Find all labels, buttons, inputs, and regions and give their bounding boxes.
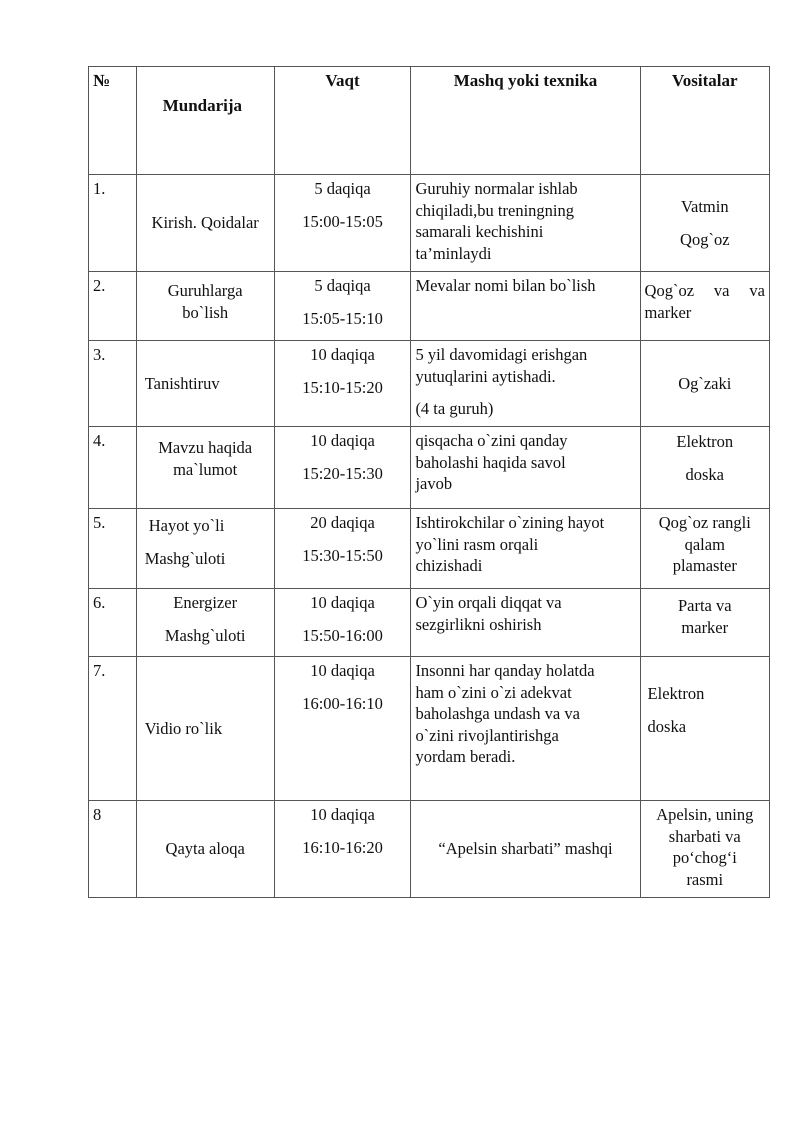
exercise-line: yo`lini rasm orqali	[415, 534, 539, 554]
exercise-line: o`zini rivojlantirishga	[415, 725, 559, 745]
row-number: 5.	[89, 509, 137, 589]
row-tools	[640, 657, 769, 801]
row-number: 3.	[89, 341, 137, 427]
row-time	[274, 801, 411, 898]
row-tools	[640, 175, 769, 272]
row-number: 1.	[89, 175, 137, 272]
row-exercise	[411, 341, 640, 427]
header-content: Mundarija	[136, 67, 274, 175]
duration: 10 daqiqa	[310, 345, 375, 364]
tools-line: Elektron	[647, 684, 705, 703]
interval: 15:50-16:00	[302, 625, 383, 645]
tools-line: Qog`oz	[680, 229, 730, 249]
row-number: 4.	[89, 427, 137, 509]
exercise-line: O`yin orqali diqqat va	[415, 593, 562, 612]
table-row	[89, 272, 770, 341]
row-number: 6.	[89, 589, 137, 657]
row-exercise	[411, 272, 640, 341]
table-row	[89, 509, 770, 589]
duration: 10 daqiqa	[310, 431, 375, 450]
row-number: 2.	[89, 272, 137, 341]
row-exercise	[411, 175, 640, 272]
tools-line: sharbati va	[668, 826, 741, 846]
tools-line: doska	[685, 464, 725, 484]
exercise-line: baholashga undash va va	[415, 704, 580, 723]
content-line: Vidio ro`lik	[144, 718, 223, 738]
row-time	[274, 175, 411, 272]
exercise-line: (4 ta guruh)	[415, 399, 494, 418]
duration: 10 daqiqa	[310, 805, 375, 824]
duration: 10 daqiqa	[310, 593, 375, 612]
row-content	[136, 589, 274, 657]
tools-line: plamaster	[672, 556, 737, 575]
content-line: Mavzu haqida	[158, 438, 253, 457]
content-line: Energizer	[173, 593, 238, 612]
interval: 15:05-15:10	[302, 308, 383, 328]
duration: 5 daqiqa	[314, 276, 371, 295]
row-content	[136, 175, 274, 272]
row-tools	[640, 341, 769, 427]
header-num: №	[89, 67, 137, 175]
row-exercise	[411, 801, 640, 898]
table-row	[89, 175, 770, 272]
tools-line: doska	[647, 716, 687, 736]
interval: 16:00-16:10	[302, 693, 383, 713]
table-row	[89, 341, 770, 427]
interval: 15:10-15:20	[302, 377, 383, 397]
row-time	[274, 509, 411, 589]
interval: 16:10-16:20	[302, 837, 383, 857]
tools-line: Apelsin, uning	[656, 805, 754, 824]
header-exercise: Mashq yoki texnika	[411, 67, 640, 175]
content-line: Kirish. Qoidalar	[151, 213, 259, 233]
content-line: Hayot yo`li	[148, 516, 225, 535]
schedule-table	[88, 66, 770, 898]
row-time	[274, 657, 411, 801]
content-line: ma`lumot	[173, 459, 238, 479]
table-row	[89, 801, 770, 898]
row-content	[136, 272, 274, 341]
row-number: 7.	[89, 657, 137, 801]
exercise-line: yordam beradi.	[415, 747, 516, 766]
row-content	[136, 801, 274, 898]
exercise-line: chizishadi	[415, 556, 483, 575]
exercise-line: ham o`zini o`zi adekvat	[415, 682, 572, 702]
exercise-line: ta’minlaydi	[415, 243, 492, 263]
tools-line: Parta va	[677, 596, 732, 615]
row-exercise	[411, 589, 640, 657]
row-tools	[640, 589, 769, 657]
content-line: bo`lish	[182, 302, 229, 322]
exercise-line: sezgirlikni oshirish	[415, 614, 542, 634]
exercise-line: Guruhiy normalar ishlab	[415, 179, 578, 198]
tools-line: marker	[644, 302, 692, 322]
tools-line: po‘chog‘i	[672, 848, 737, 867]
tools-line: Qog`oz va va	[644, 281, 765, 300]
row-tools	[640, 272, 769, 341]
exercise-line: Insonni har qanday holatda	[415, 661, 595, 680]
tools-line: rasmi	[686, 869, 724, 889]
row-exercise	[411, 657, 640, 801]
duration: 10 daqiqa	[310, 661, 375, 680]
content-line: Mashg`uloti	[144, 548, 226, 568]
interval: 15:30-15:50	[302, 545, 383, 565]
row-exercise	[411, 427, 640, 509]
row-content	[136, 657, 274, 801]
exercise-line: javob	[415, 474, 453, 493]
row-time	[274, 427, 411, 509]
row-tools	[640, 427, 769, 509]
exercise-line: “Apelsin sharbati” mashqi	[438, 839, 613, 859]
exercise-line: yutuqlarini aytishadi.	[415, 366, 556, 386]
interval: 15:00-15:05	[302, 211, 383, 231]
row-time	[274, 589, 411, 657]
table-row	[89, 427, 770, 509]
row-exercise	[411, 509, 640, 589]
row-time	[274, 341, 411, 427]
row-number: 8	[89, 801, 137, 898]
table-row	[89, 657, 770, 801]
duration: 5 daqiqa	[314, 179, 371, 198]
tools-line: Og`zaki	[678, 373, 732, 393]
tools-line: Qog`oz rangli	[658, 513, 751, 532]
exercise-line: Mevalar nomi bilan bo`lish	[415, 276, 596, 295]
exercise-line: Ishtirokchilar o`zining hayot	[415, 513, 605, 532]
header-time: Vaqt	[274, 67, 411, 175]
table-header-row	[89, 67, 770, 175]
content-line: Tanishtiruv	[144, 373, 220, 393]
exercise-line: chiqiladi,bu treningning	[415, 200, 574, 220]
exercise-line: qisqacha o`zini qanday	[415, 431, 568, 450]
exercise-line: baholashi haqida savol	[415, 452, 566, 472]
tools-line: Vatmin	[680, 197, 729, 216]
content-line: Guruhlarga	[167, 281, 243, 300]
duration: 20 daqiqa	[310, 513, 375, 532]
interval: 15:20-15:30	[302, 463, 383, 483]
row-tools	[640, 509, 769, 589]
table-row	[89, 589, 770, 657]
row-time	[274, 272, 411, 341]
exercise-line: samarali kechishini	[415, 222, 544, 241]
row-content	[136, 509, 274, 589]
content-line: Qayta aloqa	[165, 839, 245, 859]
content-line: Mashg`uloti	[164, 625, 246, 645]
tools-line: qalam	[684, 534, 725, 554]
tools-line: Elektron	[676, 432, 734, 451]
exercise-line: 5 yil davomidagi erishgan	[415, 345, 588, 364]
tools-line: marker	[681, 617, 729, 637]
row-content	[136, 427, 274, 509]
row-tools	[640, 801, 769, 898]
row-content	[136, 341, 274, 427]
header-tools: Vositalar	[640, 67, 769, 175]
